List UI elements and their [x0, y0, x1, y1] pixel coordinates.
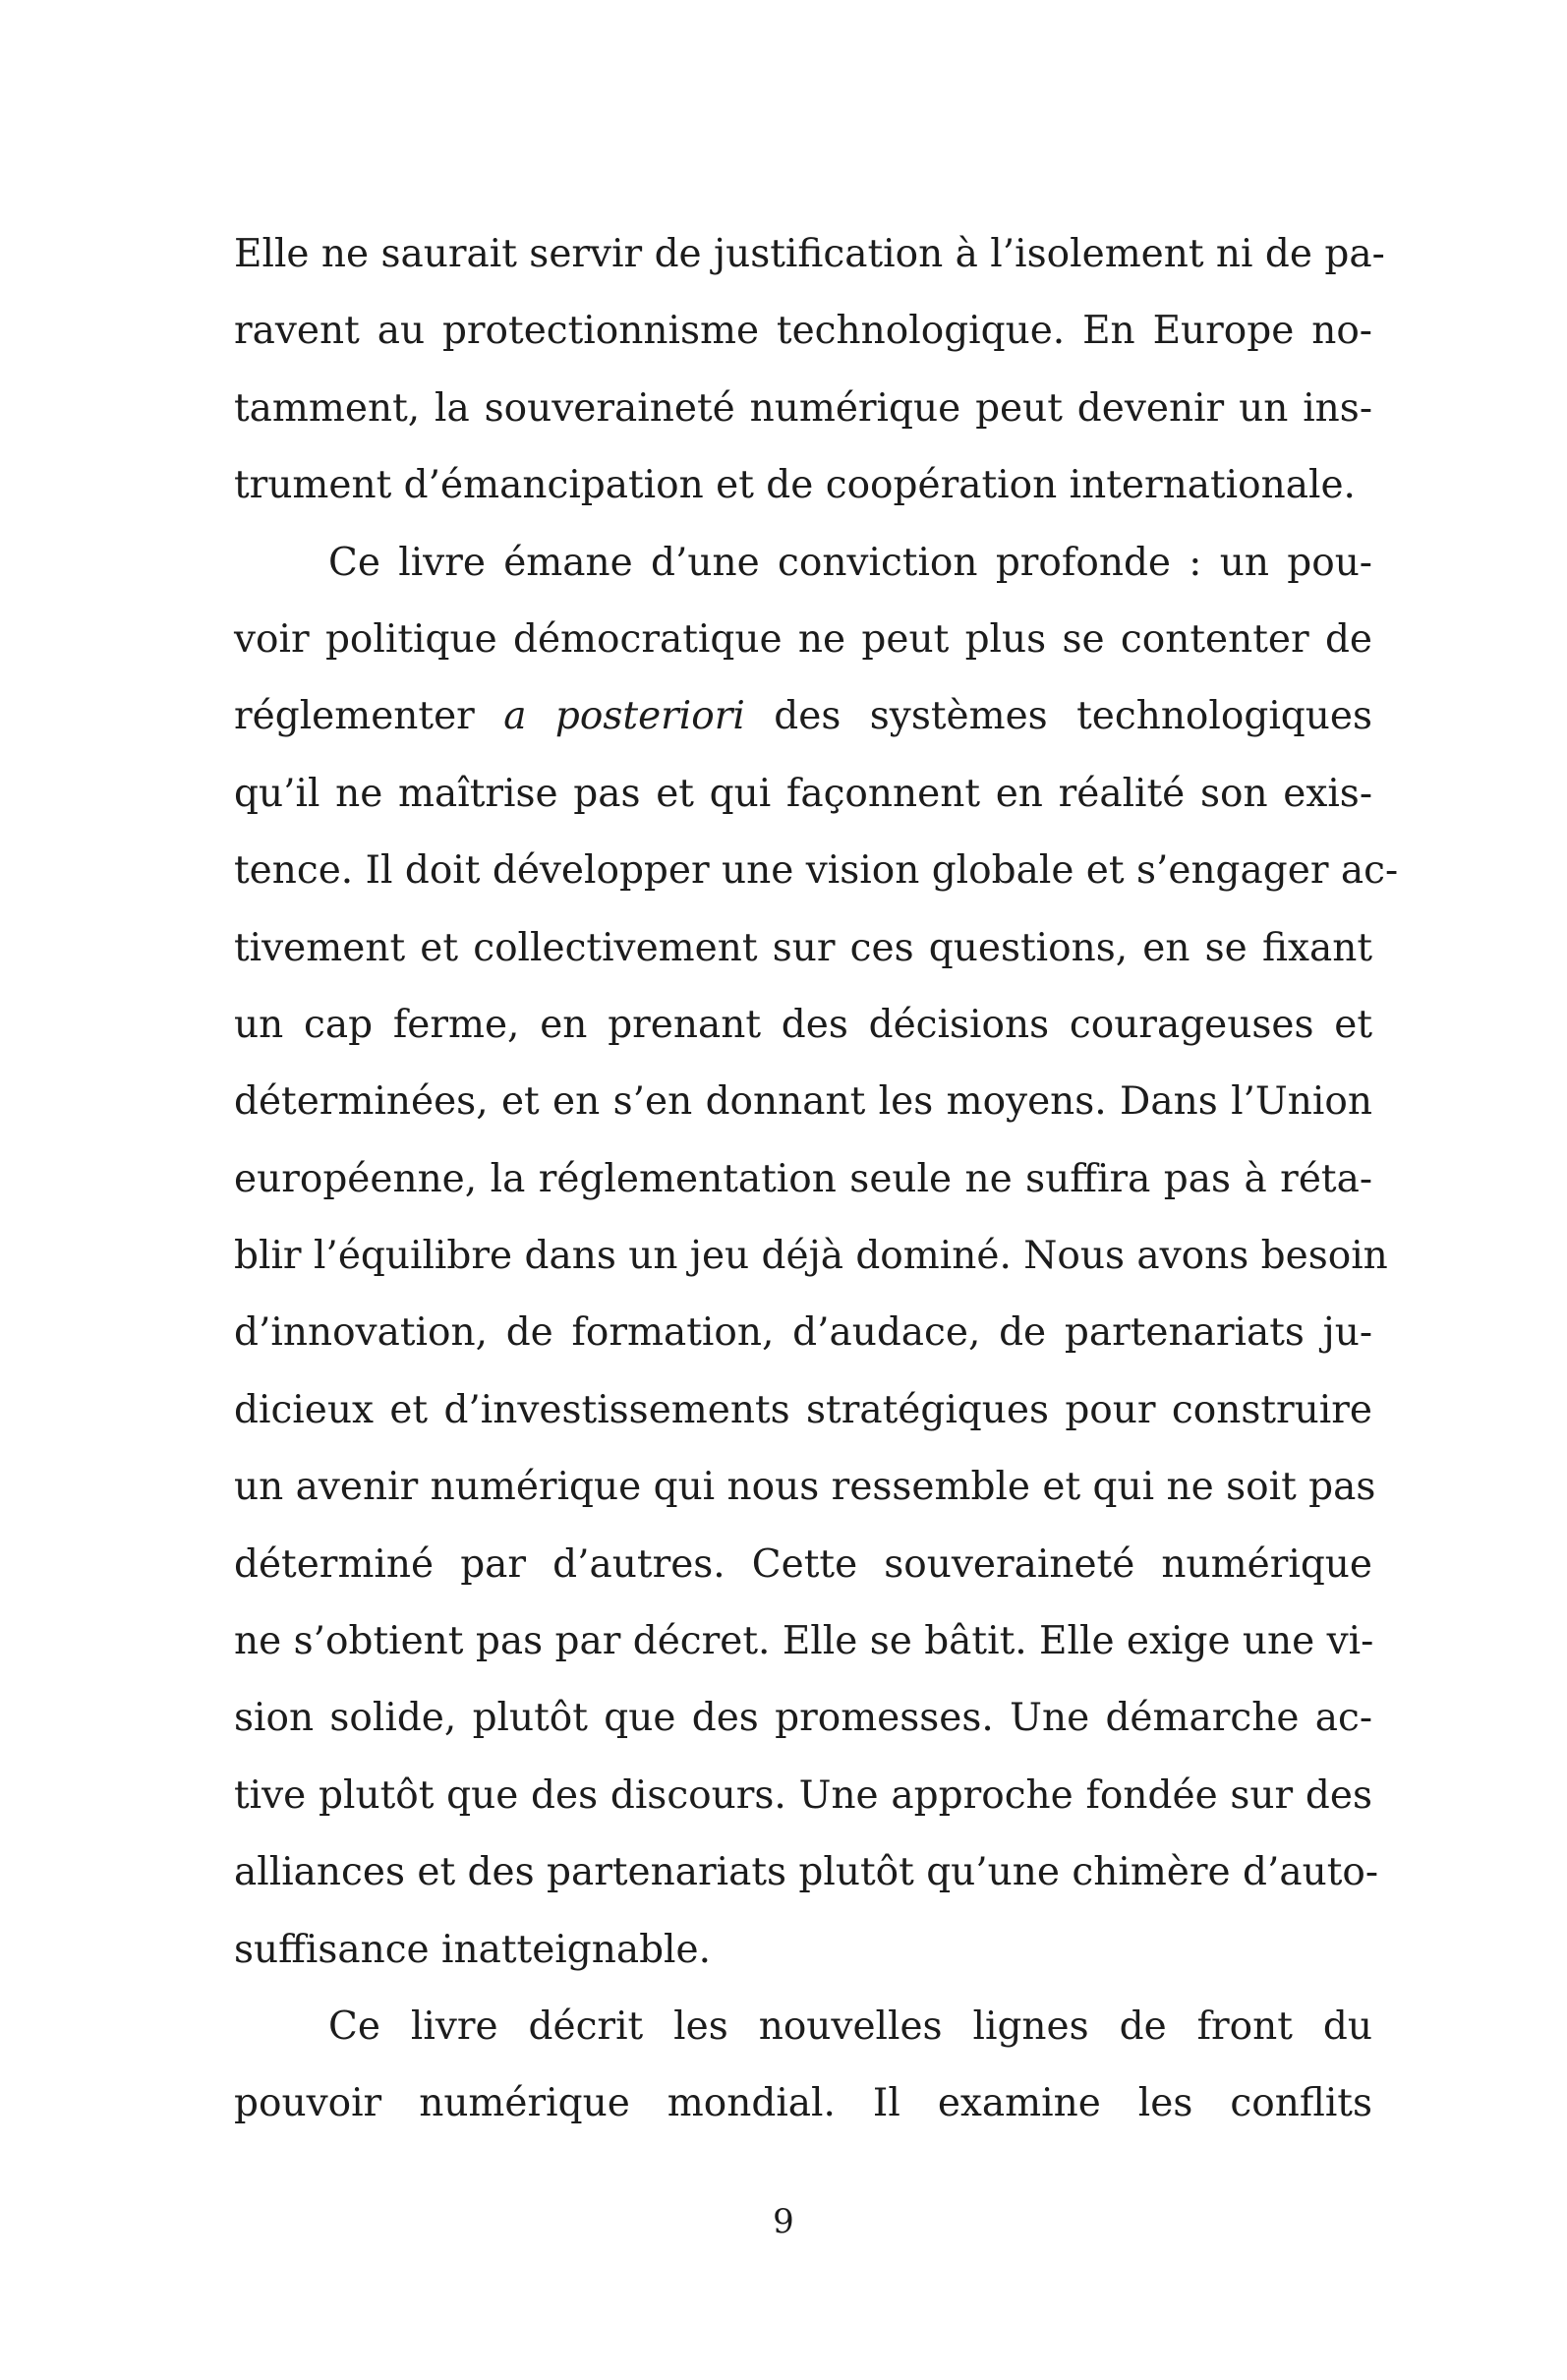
text-line: tamment, la souveraineté numérique peut devenir un ins-: [234, 385, 1372, 431]
text-line: alliances et des partenariats plutôt qu’une chimère d’auto-: [234, 1850, 1379, 1895]
text-line: européenne, la réglementation seule ne suffira pas à réta-: [234, 1156, 1372, 1201]
body-text: [234, 216, 1399, 2143]
text-line: trument d’émancipation et de coopération internationale.: [234, 463, 1356, 508]
text-fragment: réglementer: [234, 694, 504, 739]
text-line: ravent au protectionnisme technologique. En Europe no-: [234, 309, 1372, 354]
italic-phrase: a posteriori: [503, 694, 745, 739]
text-line: dicieux et d’investissements stratégiques pour construire: [234, 1387, 1372, 1432]
page-number: 9: [773, 2202, 794, 2241]
text-line: tive plutôt que des discours. Une approche fondée sur des: [234, 1772, 1372, 1818]
text-line: blir l’équilibre dans un jeu déjà dominé. Nous avons besoin: [234, 1234, 1388, 1279]
text-line: tivement et collectivement sur ces questions, en se fixant: [234, 925, 1372, 970]
text-line: d’innovation, de formation, d’audace, de partenariats ju-: [234, 1310, 1372, 1356]
text-line: qu’il ne maîtrise pas et qui façonnent en réalité son exis-: [234, 771, 1372, 816]
text-line: Ce livre émane d’une conviction profonde : un pou-: [328, 540, 1372, 585]
text-line: déterminées, et en s’en donnant les moyens. Dans l’Union: [234, 1079, 1372, 1125]
text-line: déterminé par d’autres. Cette souveraineté numérique: [234, 1541, 1372, 1587]
text-line-with-italic: [234, 678, 1372, 755]
text-line: pouvoir numérique mondial. Il examine les conflits: [234, 2081, 1372, 2126]
text-line: Elle ne saurait servir de justification à l’isolement ni de pa-: [234, 232, 1385, 276]
text-line: suffisance inatteignable.: [234, 1927, 712, 1972]
text-line: tence. Il doit développer une vision globale et s’engager ac-: [234, 848, 1399, 894]
text-line: Ce livre décrit les nouvelles lignes de front du: [328, 2003, 1372, 2049]
text-line: ne s’obtient pas par décret. Elle se bâtit. Elle exige une vi-: [234, 1619, 1374, 1664]
text-line: voir politique démocratique ne peut plus se contenter de: [234, 616, 1372, 662]
text-line: un cap ferme, en prenant des décisions courageuses et: [234, 1002, 1372, 1047]
text-line: un avenir numérique qui nous ressemble et qui ne soit pas: [234, 1465, 1376, 1510]
text-fragment: des systèmes technologiques: [744, 694, 1372, 739]
text-line: sion solide, plutôt que des promesses. Une démarche ac-: [234, 1696, 1372, 1741]
